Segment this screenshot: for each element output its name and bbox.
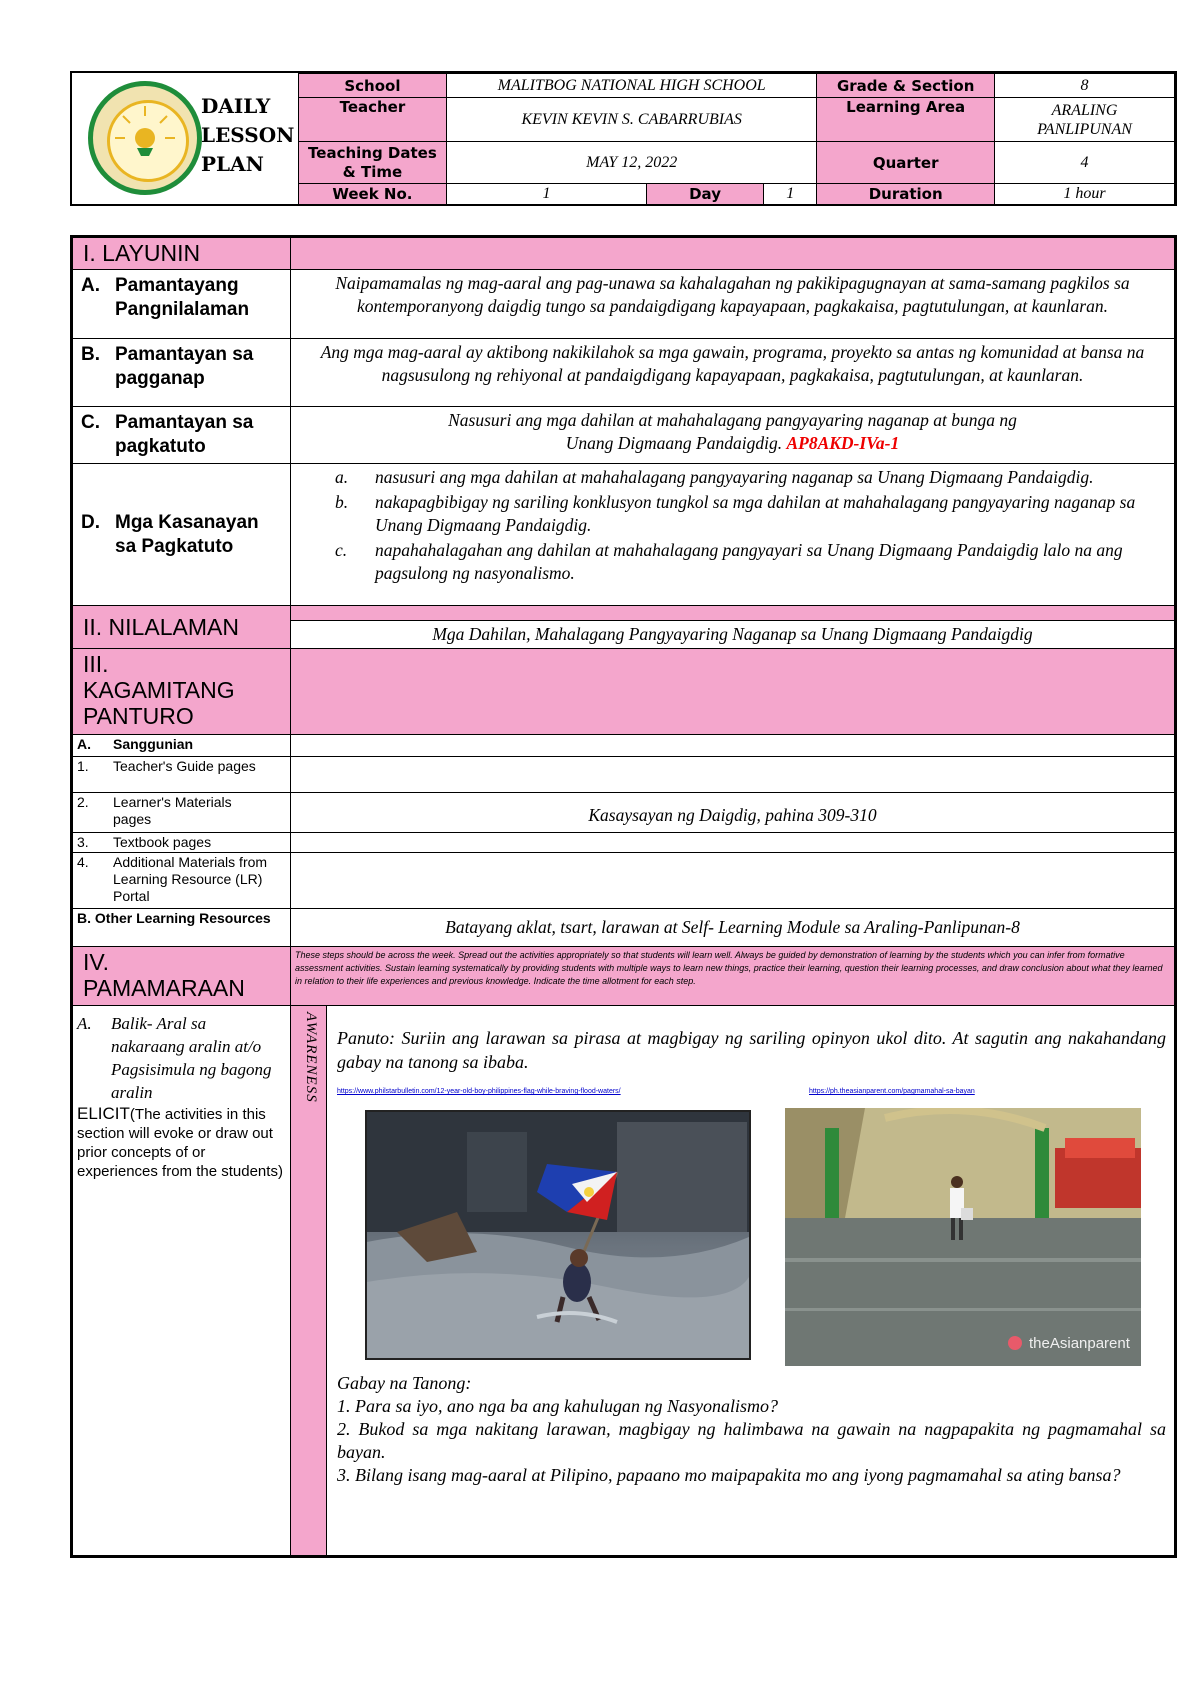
mga-kasanayan-list xyxy=(291,464,1175,606)
elicit-activity-cell xyxy=(327,1006,1175,1556)
teachers-guide-label: 1. Teacher's Guide pages xyxy=(73,757,291,793)
other-resources-value: Batayang aklat, tsart, larawan at Self- Learning Module sa Araling-Panlipunan-8 xyxy=(291,909,1175,947)
day-label: Day xyxy=(647,184,764,205)
other-resources-label: B. Other Learning Resources xyxy=(73,909,291,947)
objective-item: c. napahahalagahan ang dahilan at mahahalagang pangyayari sa Unang Digmaang Pandaigdig lalo na ang pagsulong ng nasyonalismo. xyxy=(335,540,1123,583)
child-in-rain-photo xyxy=(785,1108,1141,1366)
section-pamamaraan-title: IV. PAMAMARAAN xyxy=(73,947,291,1006)
flood-flag-photo xyxy=(365,1110,751,1360)
teaching-dates-value: MAY 12, 2022 xyxy=(447,142,817,184)
quarter-label: Quarter xyxy=(817,142,995,184)
grade-label: Grade & Section xyxy=(817,74,995,98)
learners-materials-label: 2. Learner's Materials pages xyxy=(73,793,291,833)
school-seal-logo xyxy=(88,81,202,195)
competency-code: AP8AKD-IVa-1 xyxy=(786,433,900,453)
pamamaraan-note: These steps should be across the week. Spread out the activities appropriately so that students will learn well. Always be guided by demonstration of learning by the students which you can infer from formative assessment activities. Sustain learning systematically by providing students with multiple ways to learn new things, practice their learning, question their learning processes, and draw conclusion about what they learned in relation to their life experiences and previous knowledge. Indicate the time allotment for each step. xyxy=(291,947,1175,1006)
textbook-pages-value xyxy=(291,833,1175,853)
pamantayan-sa-pagganap-label: B. Pamantayan sa pagganap xyxy=(73,339,291,407)
photo-watermark: theAsianparent xyxy=(1029,1335,1130,1352)
gabay-title: Gabay na Tanong: xyxy=(337,1373,472,1393)
duration-label: Duration xyxy=(817,184,995,205)
sanggunian-label: A. Sanggunian xyxy=(73,735,291,757)
learners-materials-value: Kasaysayan ng Daigdig, pahina 309-310 xyxy=(291,793,1175,833)
photo-1-source-link[interactable]: https://www.philstarbulletin.com/12-year-old-boy-philippines-flag-while-braving-flood-waters/ xyxy=(337,1088,621,1095)
objective-item: a. nasusuri ang mga dahilan at mahahalagang pangyayaring naganap sa Unang Digmaang Pandaigdig. xyxy=(335,467,1094,487)
learning-area-value: ARALING PANLIPUNAN xyxy=(995,98,1175,142)
teachers-guide-value xyxy=(291,757,1175,793)
header-logo-cell xyxy=(72,74,298,205)
section-kagamitan-title: III. KAGAMITANG PANTURO xyxy=(73,649,291,735)
lesson-plan-body xyxy=(70,235,1177,1558)
mga-kasanayan-label: D. Mga Kasanayan sa Pagkatuto xyxy=(73,464,291,606)
nilalaman-text: Mga Dahilan, Mahalagang Pangyayaring Naganap sa Unang Digmaang Pandaigdig xyxy=(432,624,1033,644)
pamantayan-sa-pagkatuto-text: Nasusuri ang mga dahilan at mahahalagang pangyayaring naganap at bunga ng Unang Digmaang Pandaigdig. AP8AKD-IVa-1 xyxy=(291,407,1175,464)
question-item: 2. Bukod sa mga nakitang larawan, magbigay ng halimbawa na gawain na nagpapakita ng pagmamahal sa bayan. xyxy=(337,1419,1166,1462)
learning-area-label: Learning Area xyxy=(817,98,995,142)
pamantayan-sa-pagganap-text: Ang mga mag-aaral ay aktibong nakikilahok sa mga gawain, programa, proyekto sa antas ng komunidad at bansa na nagsusulong ng rehiyonal at pandaigdigang kapayapaan, pagkakaisa, pagtutulungan, at kaunlaran. xyxy=(291,339,1175,407)
grade-value: 8 xyxy=(995,74,1175,98)
gabay-na-tanong xyxy=(337,1372,1166,1487)
section-kagamitan-band xyxy=(291,649,1175,735)
textbook-pages-label: 3. Textbook pages xyxy=(73,833,291,853)
additional-materials-label: 4. Additional Materials from Learning Resource (LR) Portal xyxy=(73,853,291,909)
week-label: Week No. xyxy=(298,184,446,205)
pamantayang-pangnilalaman-label: A. Pamantayang Pangnilalaman xyxy=(73,270,291,339)
balik-aral-label: A. Balik- Aral sa nakaraang aralin at/o Pagsisimula ng bagong aralin ELICIT(The activities in this section will evoke or draw out prior concepts of or experiences from the students) xyxy=(73,1006,291,1556)
quarter-value: 4 xyxy=(995,142,1175,184)
sanggunian-value xyxy=(291,735,1175,757)
week-value: 1 xyxy=(447,184,647,205)
objective-item: b. nakapagbibigay ng sariling konklusyon tungkol sa mga dahilan at mahahalagang pangyayaring naganap sa Unang Digmaang Pandaigdig. xyxy=(335,492,1136,535)
school-value: MALITBOG NATIONAL HIGH SCHOOL xyxy=(447,74,817,98)
awareness-side-cell xyxy=(291,1006,327,1556)
panuto-text: Panuto: Suriin ang larawan sa pirasa at magbigay ng sariling opinyon ukol dito. At sagutin ang nakahandang gabay na tanong sa ibaba. xyxy=(337,1028,1166,1072)
section-layunin-band xyxy=(291,238,1175,270)
section-layunin-title: I. LAYUNIN xyxy=(73,238,291,270)
teacher-label: Teacher xyxy=(298,98,446,142)
additional-materials-value xyxy=(291,853,1175,909)
pamantayang-pangnilalaman-text: Naipamamalas ng mag-aaral ang pag-unawa sa kahalagahan ng pakikipagugnayan at sama-samang pagkilos sa kontemporanyong daigdig tungo sa pandaigdigang kapayapaan, pagkakaisa, pagtutulungan, at kaunlaran. xyxy=(291,270,1175,339)
day-value: 1 xyxy=(764,184,817,205)
photo-2-source-link[interactable]: https://ph.theasianparent.com/pagmamahal-sa-bayan xyxy=(809,1088,975,1095)
teacher-value: KEVIN KEVIN S. CABARRUBIAS xyxy=(447,98,817,142)
question-item: 1. Para sa iyo, ano nga ba ang kahulugan ng Nasyonalismo? xyxy=(337,1396,778,1416)
teaching-dates-label: Teaching Dates & Time xyxy=(298,142,446,184)
section-nilalaman-title: II. NILALAMAN xyxy=(73,606,291,649)
elicit-word: ELICIT xyxy=(77,1104,130,1123)
pamantayan-sa-pagkatuto-label: C. Pamantayan sa pagkatuto xyxy=(73,407,291,464)
awareness-label: AWARENESS xyxy=(303,1012,319,1103)
duration-value: 1 hour xyxy=(995,184,1175,205)
lesson-plan-header xyxy=(70,71,1177,206)
daily-lesson-plan-title: DAILY LESSON PLAN xyxy=(201,93,295,176)
nilalaman-cell xyxy=(291,606,1175,649)
school-label: School xyxy=(298,74,446,98)
question-item: 3. Bilang isang mag-aaral at Pilipino, papaano mo maipapakita mo ang iyong pagmamahal sa ating bansa? xyxy=(337,1465,1121,1485)
